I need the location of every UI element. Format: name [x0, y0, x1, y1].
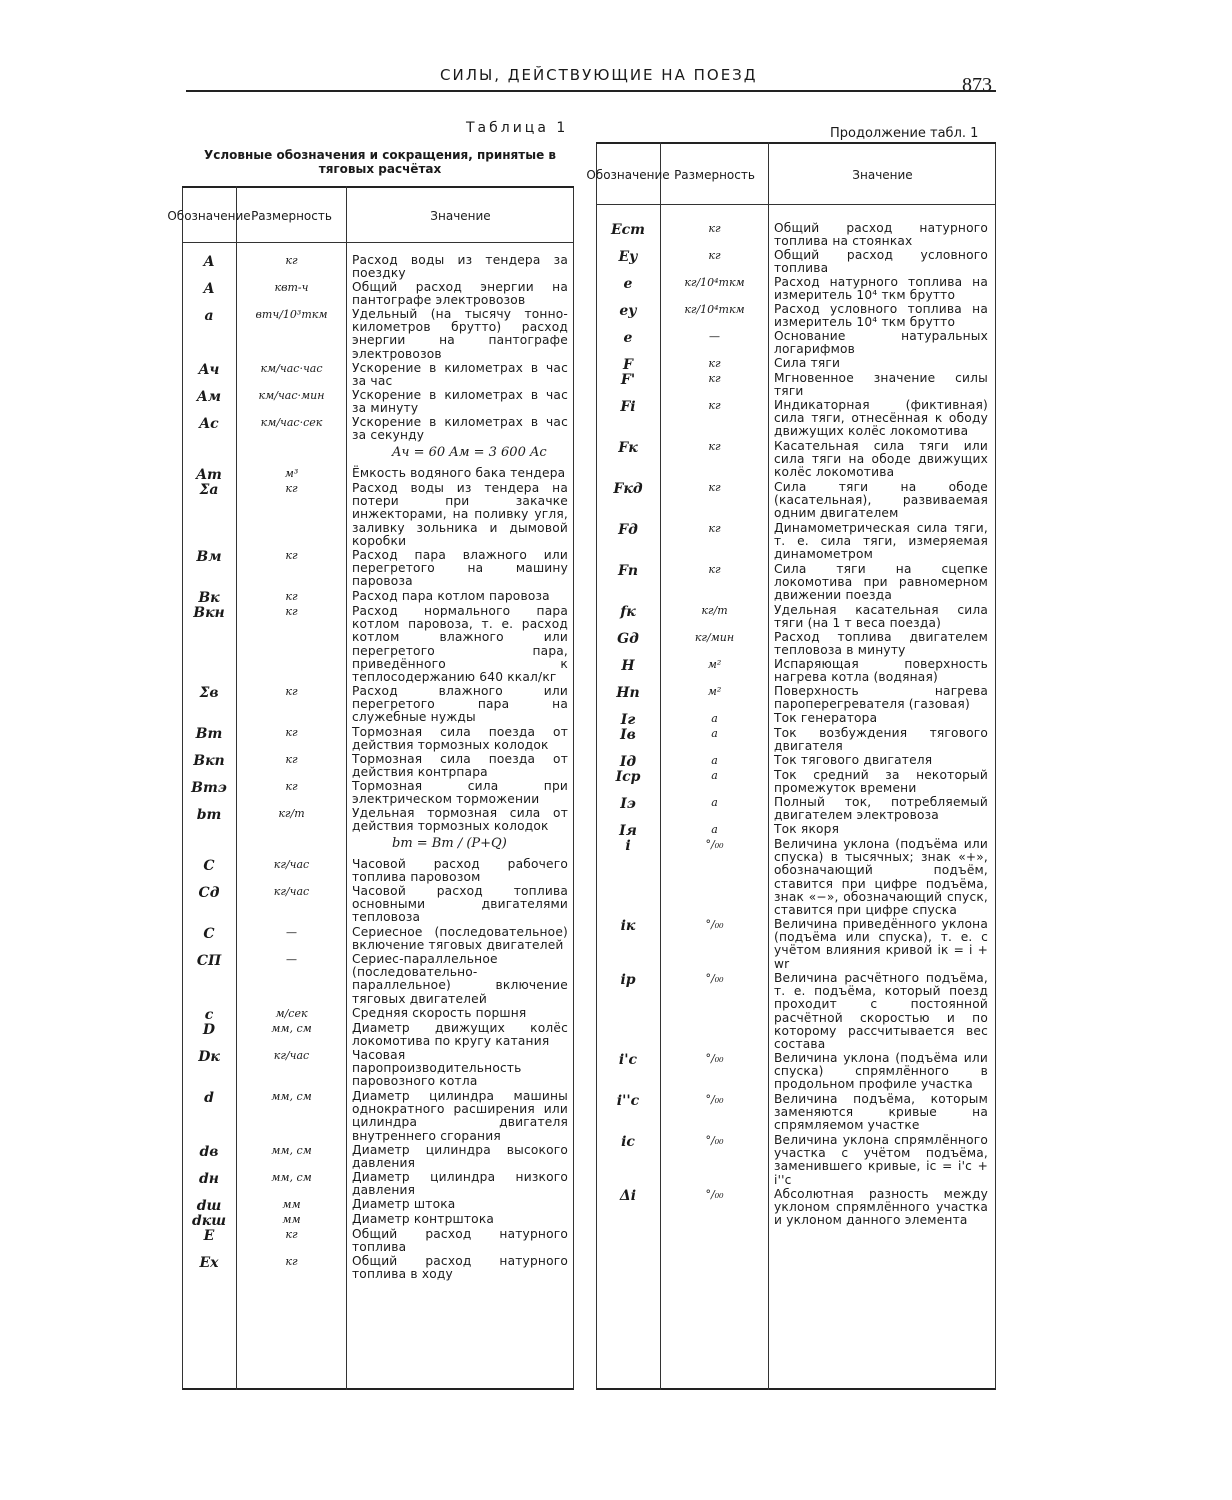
- dimension-cell: кг: [285, 753, 298, 766]
- dimension-cell: кг: [708, 222, 721, 235]
- meaning-cell: Общий расход условного топлива: [774, 248, 988, 276]
- dimension-cell: °/₀₀: [705, 1093, 724, 1106]
- meaning-cell: Удельная касательная сила тяги (на 1 т веса поезда): [774, 603, 988, 631]
- dimension-cell: а: [711, 769, 718, 782]
- symbol-cell: Dк: [198, 1049, 220, 1065]
- table-top-rule: [596, 142, 996, 144]
- dimension-cell: а: [711, 796, 718, 809]
- column-divider: [768, 142, 769, 1390]
- meaning-cell: Сериесное (последовательное) включение тяговых двигателей: [352, 925, 568, 953]
- dimension-cell: °/₀₀: [705, 838, 724, 851]
- symbol-cell: i: [625, 838, 631, 854]
- dimension-cell: кг: [708, 522, 721, 535]
- dimension-cell: °/₀₀: [705, 1188, 724, 1201]
- dimension-cell: мм, см: [271, 1144, 312, 1157]
- symbol-cell: dкш: [191, 1213, 227, 1229]
- column-divider: [346, 186, 347, 1390]
- dimension-cell: —: [286, 926, 297, 939]
- symbol-cell: A: [203, 281, 215, 297]
- symbol-cell: Fi: [620, 399, 636, 415]
- dimension-cell: кг: [708, 563, 721, 576]
- symbol-cell: iр: [620, 972, 636, 988]
- meaning-cell: Сила тяги: [774, 356, 841, 370]
- symbol-cell: Am: [196, 467, 222, 483]
- meaning-cell: Ток тягового двигателя: [774, 753, 933, 767]
- meaning-cell: Часовой расход топлива основными двигателями тепловоза: [352, 884, 568, 925]
- dimension-cell: —: [709, 330, 720, 343]
- symbol-cell: e: [623, 276, 633, 292]
- symbol-cell: Iя: [619, 823, 637, 839]
- header-rule: [182, 242, 574, 243]
- dimension-cell: квт-ч: [274, 281, 309, 294]
- header-meaning: Значение: [430, 208, 491, 223]
- symbol-cell: Bкн: [193, 605, 225, 621]
- symbol-cell: C: [203, 926, 215, 942]
- dimension-cell: мм: [282, 1198, 301, 1211]
- dimension-cell: км/час·сек: [260, 416, 323, 429]
- dimension-cell: а: [711, 727, 718, 740]
- page-number: 873: [962, 74, 992, 96]
- symbol-cell: dв: [199, 1144, 219, 1160]
- dimension-cell: кг: [285, 590, 298, 603]
- meaning-cell: Удельная тормозная сила от действия тормозных колодок: [352, 806, 568, 834]
- meaning-cell: Общий расход натурного топлива на стоянках: [774, 221, 988, 249]
- meaning-cell: Ускорение в километрах в час за секунду: [352, 415, 568, 443]
- table-title: Таблица 1: [466, 120, 569, 136]
- meaning-cell: Мгновенное значение силы тяги: [774, 371, 988, 399]
- continuation-title: Продолжение табл. 1: [830, 126, 979, 141]
- dimension-cell: кг: [285, 254, 298, 267]
- meaning-cell: Общий расход энергии на пантографе электровозов: [352, 280, 568, 308]
- dimension-cell: кг: [285, 780, 298, 793]
- table-top-rule: [182, 186, 574, 188]
- symbol-cell: Iср: [615, 769, 641, 785]
- meaning-cell: Величина уклона спрямлённого участка с учётом подъёма, заменившего кривые, ic = i'c + i''c: [774, 1133, 988, 1187]
- header-symbol: Обозначение: [167, 208, 251, 223]
- dimension-cell: а: [711, 823, 718, 836]
- symbol-cell: Iд: [619, 754, 637, 770]
- meaning-cell: Расход пара котлом паровоза: [352, 589, 550, 603]
- formula: Aч = 60 Aм = 3 600 Ac: [392, 445, 547, 460]
- header-dimension: Размерность: [674, 167, 755, 182]
- meaning-cell: Касательная сила тяги или сила тяги на ободе движущих колёс локомотива: [774, 439, 988, 480]
- symbol-cell: Σв: [199, 685, 219, 701]
- symbol-cell: Hп: [616, 685, 640, 701]
- symbol-cell: C: [203, 858, 215, 874]
- meaning-cell: Диаметр цилиндра низкого давления: [352, 1170, 568, 1198]
- symbol-cell: Fк: [618, 440, 638, 456]
- dimension-cell: °/₀₀: [705, 972, 724, 985]
- meaning-cell: Часовая паропроизводительность паровозного котла: [352, 1048, 522, 1089]
- meaning-cell: Расход топлива двигателем тепловоза в минуту: [774, 630, 988, 658]
- dimension-cell: кг/час: [273, 885, 310, 898]
- dimension-cell: а: [711, 754, 718, 767]
- meaning-cell: Диаметр движущих колёс локомотива по кругу катания: [352, 1021, 568, 1049]
- symbol-cell: F: [623, 357, 633, 373]
- symbol-cell: Cд: [198, 885, 220, 901]
- meaning-cell: Расход влажного или перегретого пара на служебные нужды: [352, 684, 568, 725]
- symbol-cell: iк: [620, 918, 636, 934]
- meaning-cell: Диаметр цилиндра машины однократного расширения или цилиндра двигателя внутреннего сгорания: [352, 1089, 568, 1143]
- symbol-cell: СП: [196, 953, 222, 969]
- dimension-cell: кг/мин: [694, 631, 735, 644]
- dimension-cell: —: [286, 953, 297, 966]
- symbol-cell: fк: [620, 604, 636, 620]
- symbol-cell: Eу: [618, 249, 638, 265]
- dimension-cell: кг: [708, 399, 721, 412]
- meaning-cell: Расход условного топлива на измеритель 10⁴ ткм брутто: [774, 302, 988, 330]
- meaning-cell: Диаметр цилиндра высокого давления: [352, 1143, 568, 1171]
- meaning-cell: Расход воды из тендера за поездку: [352, 253, 568, 281]
- symbol-cell: eу: [619, 303, 637, 319]
- meaning-cell: Расход пара влажного или перегретого на машину паровоза: [352, 548, 568, 589]
- formula: bт = Bт / (P+Q): [392, 836, 507, 851]
- dimension-cell: м²: [707, 685, 722, 698]
- symbol-cell: Δi: [619, 1188, 637, 1204]
- meaning-cell: Величина подъёма, которым заменяются кривые на спрямляемом участке: [774, 1092, 988, 1133]
- meaning-cell: Диаметр штока: [352, 1197, 456, 1211]
- symbol-cell: Aч: [198, 362, 220, 378]
- meaning-cell: Полный ток, потребляемый двигателем электровоза: [774, 795, 988, 823]
- dimension-cell: °/₀₀: [705, 918, 724, 931]
- meaning-cell: Удельный (на тысячу тонно-километров брутто) расход энергии на пантографе электровозов: [352, 307, 568, 361]
- dimension-cell: кг/10⁴ткм: [684, 303, 745, 316]
- meaning-cell: Сила тяги на сцепке локомотива при равномерном движении поезда: [774, 562, 988, 603]
- symbol-cell: Aм: [196, 389, 222, 405]
- symbol-cell: c: [204, 1007, 214, 1023]
- symbol-cell: Iэ: [620, 796, 636, 812]
- symbol-cell: Bкп: [193, 753, 225, 769]
- symbol-cell: e: [623, 330, 633, 346]
- dimension-cell: км/час·час: [260, 362, 323, 375]
- symbol-cell: Iг: [620, 712, 636, 728]
- symbol-cell: Bт: [195, 726, 223, 742]
- meaning-cell: Динамометрическая сила тяги, т. е. сила тяги, измеряемая динамометром: [774, 521, 988, 562]
- dimension-cell: м³: [284, 467, 299, 480]
- meaning-cell: Ток средний за некоторый промежуток времени: [774, 768, 988, 796]
- meaning-cell: Ускорение в километрах в час за час: [352, 361, 568, 389]
- meaning-cell: Величина уклона (подъёма или спуска) спрямлённого в продольном профиле участка: [774, 1051, 988, 1092]
- meaning-cell: Ток якоря: [774, 822, 840, 836]
- dimension-cell: кг/час: [273, 858, 310, 871]
- meaning-cell: Основание натуральных логарифмов: [774, 329, 988, 357]
- header-dimension: Размерность: [251, 208, 332, 223]
- symbol-cell: D: [202, 1022, 216, 1038]
- meaning-cell: Общий расход натурного топлива в ходу: [352, 1254, 568, 1282]
- table-left: [167, 186, 574, 1390]
- symbol-cell: a: [204, 308, 214, 324]
- symbol-cell: bт: [196, 807, 222, 823]
- dimension-cell: кг: [285, 1228, 298, 1241]
- symbol-cell: Bтэ: [191, 780, 227, 796]
- dimension-cell: м²: [707, 658, 722, 671]
- table-right: [586, 142, 996, 1390]
- dimension-cell: кг: [708, 249, 721, 262]
- dimension-cell: кг: [708, 440, 721, 453]
- symbol-cell: d: [204, 1090, 214, 1106]
- header-rule: [596, 204, 996, 205]
- meaning-cell: Тормозная сила поезда от действия контрпара: [352, 752, 568, 780]
- meaning-cell: Индикаторная (фиктивная) сила тяги, отнесённая к ободу движущих колёс локомотива: [774, 398, 988, 439]
- dimension-cell: втч/10³ткм: [255, 308, 328, 321]
- symbol-cell: Ac: [199, 416, 219, 432]
- meaning-cell: Сериес-параллельное (последовательно-параллельное) включение тяговых двигателей: [352, 952, 568, 1006]
- symbol-cell: Iв: [620, 727, 636, 743]
- dimension-cell: кг: [708, 357, 721, 370]
- meaning-cell: Величина приведённого уклона (подъёма или спуска), т. е. с учётом влияния кривой iк = i + wr: [774, 917, 988, 971]
- meaning-cell: Тормозная сила при электрическом торможении: [352, 779, 568, 807]
- symbol-cell: A: [203, 254, 215, 270]
- dimension-cell: кг/10⁴ткм: [684, 276, 745, 289]
- dimension-cell: кг: [285, 1255, 298, 1268]
- symbol-cell: ic: [621, 1134, 635, 1150]
- meaning-cell: Средняя скорость поршня: [352, 1006, 527, 1020]
- dimension-cell: кг: [285, 605, 298, 618]
- meaning-cell: Общий расход натурного топлива: [352, 1227, 568, 1255]
- dimension-cell: °/₀₀: [705, 1134, 724, 1147]
- dimension-cell: кг: [708, 372, 721, 385]
- dimension-cell: кг: [708, 481, 721, 494]
- header-meaning: Значение: [852, 167, 913, 182]
- meaning-cell: Расход натурного топлива на измеритель 10⁴ ткм брутто: [774, 275, 988, 303]
- dimension-cell: км/час·мин: [258, 389, 325, 402]
- dimension-cell: кг: [285, 549, 298, 562]
- meaning-cell: Ток возбуждения тягового двигателя: [774, 726, 988, 754]
- symbol-cell: Fп: [617, 563, 639, 579]
- meaning-cell: Абсолютная разность между уклоном спрямлённого участка и уклоном данного элемента: [774, 1187, 988, 1228]
- meaning-cell: Ускорение в километрах в час за минуту: [352, 388, 568, 416]
- symbol-cell: Fд: [618, 522, 638, 538]
- header-rule: [186, 90, 996, 92]
- symbol-cell: i'c: [618, 1052, 638, 1068]
- dimension-cell: кг: [285, 726, 298, 739]
- symbol-cell: Gд: [617, 631, 639, 647]
- dimension-cell: °/₀₀: [705, 1052, 724, 1065]
- meaning-cell: Часовой расход рабочего топлива паровозом: [352, 857, 568, 885]
- meaning-cell: Расход воды из тендера на потери при закачке инжекторами, на поливку угля, заливку зольника и дымовой коробки: [352, 481, 568, 548]
- running-head: СИЛЫ, ДЕЙСТВУЮЩИЕ НА ПОЕЗД: [440, 66, 758, 84]
- meaning-cell: Ток генератора: [774, 711, 878, 725]
- dimension-cell: мм, см: [271, 1090, 312, 1103]
- symbol-cell: H: [621, 658, 635, 674]
- meaning-cell: Сила тяги на ободе (касательная), развиваемая одним двигателем: [774, 480, 988, 521]
- symbol-cell: Ex: [199, 1255, 219, 1271]
- symbol-cell: Fкд: [613, 481, 643, 497]
- symbol-cell: Bк: [198, 590, 220, 606]
- dimension-cell: кг/час: [273, 1049, 310, 1062]
- header-symbol: Обозначение: [586, 167, 670, 182]
- dimension-cell: кг: [285, 482, 298, 495]
- dimension-cell: кг/т: [278, 807, 305, 820]
- meaning-cell: Тормозная сила поезда от действия тормозных колодок: [352, 725, 568, 753]
- symbol-cell: Eст: [610, 222, 645, 238]
- symbol-cell: E: [203, 1228, 215, 1244]
- dimension-cell: мм: [282, 1213, 301, 1226]
- symbol-cell: Bм: [196, 549, 222, 565]
- meaning-cell: Диаметр контрштока: [352, 1212, 495, 1226]
- dimension-cell: кг: [285, 685, 298, 698]
- meaning-cell: Величина уклона (подъёма или спуска) в тысячных; знак «+», обозначающий подъём, ставится при цифре подъёма, знак «−», обозначающий спуск, ставится при цифре спуска: [774, 837, 988, 918]
- meaning-cell: Величина расчётного подъёма, т. е. подъёма, который поезд проходит с постоянной расчётной скоростью и по которому рассчитывается вес состава: [774, 971, 988, 1052]
- symbol-cell: F': [620, 372, 636, 388]
- meaning-cell: Расход нормального пара котлом паровоза, т. е. расход котлом влажного или перегретого пара, приведённого к теплосодержанию 640 ккал/кг: [352, 604, 568, 685]
- meaning-cell: Поверхность нагрева пароперегревателя (газовая): [774, 684, 988, 712]
- dimension-cell: мм, см: [271, 1171, 312, 1184]
- dimension-cell: мм, см: [271, 1022, 312, 1035]
- symbol-cell: dш: [196, 1198, 222, 1214]
- dimension-cell: кг/т: [701, 604, 728, 617]
- dimension-cell: а: [711, 712, 718, 725]
- dimension-cell: м/сек: [275, 1007, 308, 1020]
- meaning-cell: Испаряющая поверхность нагрева котла (водяная): [774, 657, 988, 685]
- symbol-cell: i''c: [616, 1093, 640, 1109]
- table-caption: Условные обозначения и сокращения, принятые в тяговых расчётах: [204, 148, 556, 176]
- symbol-cell: Σa: [199, 482, 219, 498]
- symbol-cell: dн: [199, 1171, 219, 1187]
- meaning-cell: Ёмкость водяного бака тендера: [352, 466, 566, 480]
